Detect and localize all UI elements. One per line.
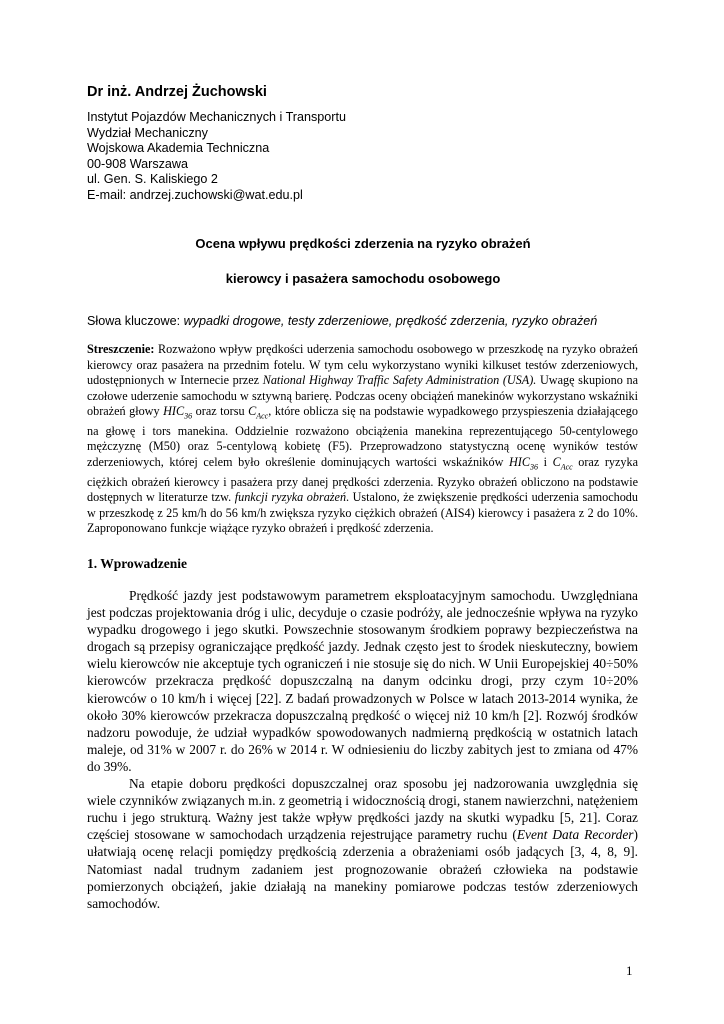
keywords <box>87 314 597 328</box>
affiliation-email: E-mail: andrzej.zuchowski@wat.edu.pl <box>87 187 303 202</box>
paragraph: Na etapie doboru prędkości dopuszczalnej oraz sposobu jej nadzorowania uwzględnia się wiele czynników związanych m.in. z geometrią i widocznością drogi, stanem nawierzchni, natężeniem ruchu i jego strukturą. Ważny jest także wpływ prędkości jazdy na skutki wypadku [5, 21]. Coraz częściej stosowane w samochodach urządzenia rejestrujące parametry ruchu (Event Data Recorder) ułatwiają ocenę relacji pomiędzy prędkością zderzenia a obrażeniami osób jadących [3, 4, 8, 9]. Natomiast nadal trudnym zadaniem jest prognozowanie obrażeń człowieka na podstawie pomierzonych obciążeń, jakie działają na manekiny pomiarowe podczas testów zderzeniowych samochodów. <box>87 776 638 911</box>
cacc-symbol: $C_{Acc}$ <box>552 454 573 472</box>
hic-symbol: $HIC_{36}$ <box>163 404 193 421</box>
keywords-list: wypadki drogowe, testy zderzeniowe, prędkość zderzenia, ryzyko obrażeń <box>183 314 598 328</box>
affiliation-line: Instytut Pojazdów Mechanicznych i Transportu <box>87 110 346 124</box>
author-name: Dr inż. Andrzej Żuchowski <box>87 84 267 100</box>
body-text <box>87 587 638 912</box>
section-heading: 1. Wprowadzenie <box>87 556 188 571</box>
affiliation-line: Wydział Mechaniczny <box>87 125 208 140</box>
paragraph: Prędkość jazdy jest podstawowym parametrem eksploatacyjnym samochodu. Uwzględniana jest podczas projektowania dróg i ulic, decyduje o czasie podróży, ale jednocześnie wpływa na ryzyko wypadku drogowego i jego skutki. Powszechnie stosowanym środkiem poprawy bezpieczeństwa na drogach są przepisy ograniczające prędkość jazdy. Jednak często jest to środek nieskuteczny, bowiem wielu kierowców nie akceptuje tych ograniczeń i nie stosuje się do nich. W Unii Europejskiej 40÷50% kierowców przekracza prędkość dopuszczalną na danym odcinku drogi, przy czym 10÷20% kierowców o 10 km/h i więcej [22]. Z badań prowadzonych w Polsce w latach 2013-2014 wynika, że około 30% kierowców przekracza dopuszczalną prędkość o więcej niż 10 km/h [2]. Rozwój środków nadzoru powoduje, że udział wypadków spowodowanych nadmierną prędkością w ostatnich latach maleje, od 31% w 2007 r. do 26% w 2014 r. W odniesieniu do liczby zabitych jest to zmiana od 47% do 39%. <box>87 588 638 774</box>
affiliation-line: 00-908 Warszawa <box>87 156 189 171</box>
hic-symbol: $HIC_{36}$ <box>509 454 538 472</box>
abstract-label: Streszczenie: <box>87 342 155 356</box>
page-number: 1 <box>626 963 633 978</box>
paper-title-line-2: kierowcy i pasażera samochodu osobowego <box>225 271 501 286</box>
affiliation-line: ul. Gen. S. Kaliskiego 2 <box>87 172 218 187</box>
paper-title-line-1: Ocena wpływu prędkości zderzenia na ryzyko obrażeń <box>195 236 531 251</box>
affiliation-line: Wojskowa Akademia Techniczna <box>87 141 270 156</box>
cacc-symbol: $C_{Acc}$ <box>248 404 269 421</box>
keywords-label: Słowa kluczowe: <box>87 314 181 328</box>
affiliation-block <box>87 110 346 204</box>
abstract: Streszczenie: Rozważono wpływ prędkości uderzenia samochodu osobowego w przeszkodę na ryzyko obrażeń kierowcy oraz pasażera na przednim fotelu. W tym celu wykorzystano wyniki kilkuset testów zderzeniowych, udostępnionych w Internecie przez National Highway Traffic Safety Administration (USA). Uwagę skupiono na czołowe uderzenie samochodu w sztywną barierę. Podczas oceny obciążeń manekinów wykorzystano wskaźniki obrażeń głowy $HIC_{36}$ oraz torsu $C_{Acc}$, które oblicza się na podstawie wypadkowego przyspieszenia działającego na głowę i tors manekina. Oddzielnie rozważono obciążenia manekina reprezentującego 50-centylowego mężczyznę (M50) oraz 5-centylową kobietę (F5). Przeprowadzono statystyczną ocenę wyników testów zderzeniowych, której celem było określenie dominujących wartości wskaźników $HIC_{36}$ i $C_{Acc}$ oraz ryzyka ciężkich obrażeń kierowcy i pasażera przy danej prędkości zderzenia. Ryzyko obrażeń obliczono na podstawie dostępnych w literaturze tzw. funkcji ryzyka obrażeń. Ustalono, że zwiększenie prędkości uderzenia samochodu w przeszkodę z 25 km/h do 56 km/h zwiększa ryzyko ciężkich obrażeń (AIS4) kierowcy i pasażera z 2 do 10%. Zaproponowano funkcje wiążące ryzyko obrażeń i prędkość zderzenia. <box>87 342 638 536</box>
